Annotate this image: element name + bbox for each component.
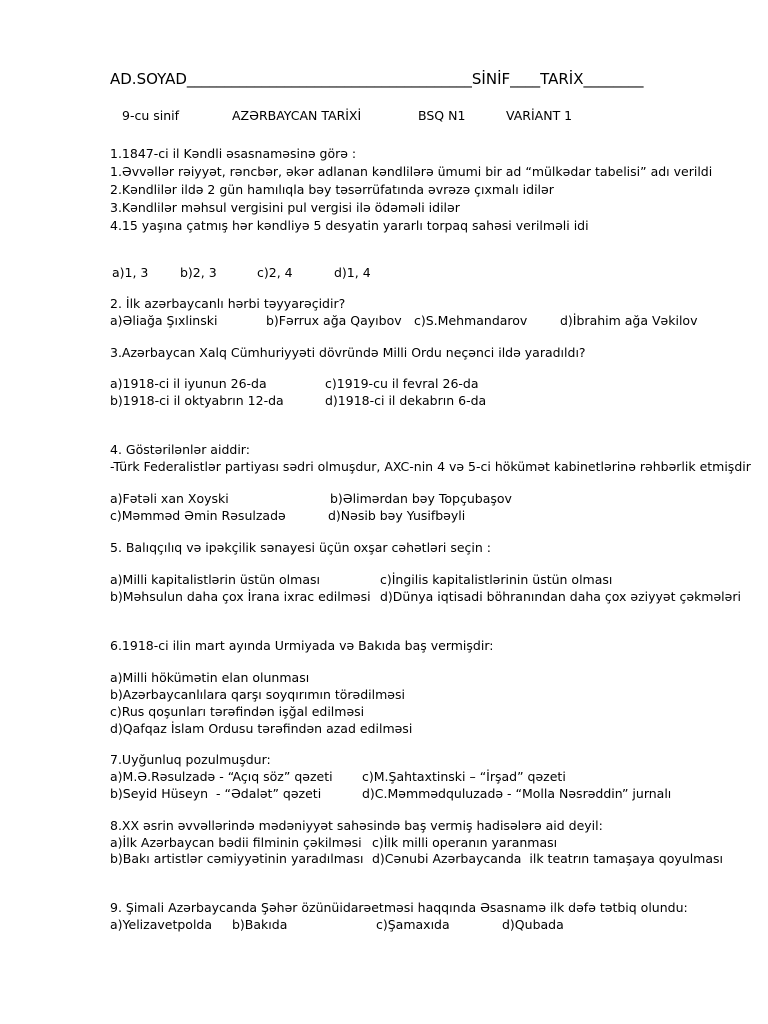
question-4-prompt: 4. Göstərilənlər aiddir: <box>110 442 250 457</box>
question-1-option-a: a)1, 3 <box>112 265 149 280</box>
question-8-prompt: 8.XX əsrin əvvəllərində mədəniyyət sahəsində baş vermiş hadisələrə aid deyil: <box>110 818 603 833</box>
question-5-prompt: 5. Balıqçılıq və ipəkçilik sənayesi üçün oxşar cəhətləri seçin : <box>110 540 491 555</box>
question-1-option-b: b)2, 3 <box>180 265 217 280</box>
question-4-option-c: c)Məmməd Əmin Rəsulzadə <box>110 508 286 523</box>
name-date-line: AD.SOYAD______________________________________SİNİF____TARİX________ <box>110 70 644 88</box>
question-1-statement: 3.Kəndlilər məhsul vergisini pul vergisi ilə ödəməli idilər <box>110 200 460 215</box>
question-1-statement: 2.Kəndlilər ildə 2 gün hamılıqla bəy təsərrüfatında əvrəzə çıxmalı idilər <box>110 182 554 197</box>
question-9-option-a: a)Yelizavetpolda <box>110 917 213 932</box>
subject-title: AZƏRBAYCAN TARİXİ <box>232 108 362 123</box>
question-4-option-b: b)Əlimərdan bəy Topçubaşov <box>330 491 512 506</box>
question-1-statement: 1.Əvvəllər rəiyyət, rəncbər, əkər adlanan kəndlilərə ümumi bir ad “mülkədar tabelisi” adı verildi <box>110 164 713 179</box>
question-7-option-a: a)M.Ə.Rəsulzadə - “Açıq söz” qəzeti <box>110 769 333 784</box>
question-9-option-d: d)Qubada <box>502 917 564 932</box>
question-6-prompt: 6.1918-ci ilin mart ayında Urmiyada və Bakıda baş vermişdir: <box>110 638 494 653</box>
question-6-option-d: d)Qafqaz İslam Ordusu tərəfindən azad edilməsi <box>110 721 413 736</box>
question-5-option-d: d)Dünya iqtisadi böhranından daha çox əziyyət çəkmələri <box>380 589 741 604</box>
question-4-option-a: a)Fətəli xan Xoyski <box>110 491 229 506</box>
question-2-option-d: d)İbrahim ağa Vəkilov <box>560 313 698 328</box>
question-7-prompt: 7.Uyğunluq pozulmuşdur: <box>110 752 271 767</box>
variant-label: VARİANT 1 <box>506 108 573 123</box>
question-8-option-c: c)İlk milli operanın yaranması <box>372 835 558 850</box>
question-1-option-d: d)1, 4 <box>334 265 371 280</box>
question-5-option-a: a)Milli kapitalistlərin üstün olması <box>110 572 320 587</box>
question-8-option-a: a)İlk Azərbaycan bədii filminin çəkilməsi <box>110 835 362 850</box>
grade-label: 9-cu sinif <box>122 108 180 123</box>
question-3-option-c: c)1919-cu il fevral 26-da <box>325 376 479 391</box>
question-2-prompt: 2. İlk azərbaycanlı hərbi təyyarəçidir? <box>110 296 346 311</box>
question-3-prompt: 3.Azərbaycan Xalq Cümhuriyyəti dövründə Milli Ordu neçənci ildə yaradıldı? <box>110 345 586 360</box>
question-3-option-a: a)1918-ci il iyunun 26-da <box>110 376 267 391</box>
question-2-option-c: c)S.Mehmandarov <box>414 313 528 328</box>
question-8-option-d: d)Cənubi Azərbaycanda ilk teatrın tamaşaya qoyulması <box>372 851 724 866</box>
question-9-option-b: b)Bakıda <box>232 917 288 932</box>
question-7-option-d: d)C.Məmmədquluzadə - “Molla Nəsrəddin” jurnalı <box>362 786 672 801</box>
question-5-option-c: c)İngilis kapitalistlərinin üstün olması <box>380 572 613 587</box>
question-6-option-c: c)Rus qoşunları tərəfindən işğal edilməsi <box>110 704 365 719</box>
question-4-option-d: d)Nəsib bəy Yusifbəyli <box>328 508 466 523</box>
question-7-option-b: b)Seyid Hüseyn - “Ədalət” qəzeti <box>110 786 322 801</box>
question-9-option-c: c)Şamaxıda <box>376 917 450 932</box>
question-8-option-b: b)Bakı artistlər cəmiyyətinin yaradılması <box>110 851 364 866</box>
question-6-option-a: a)Milli hökümətin elan olunması <box>110 670 310 685</box>
question-1-prompt: 1.1847-ci il Kəndli əsasnaməsinə görə : <box>110 146 357 161</box>
question-2-option-b: b)Fərrux ağa Qayıbov <box>266 313 402 328</box>
question-6-option-b: b)Azərbaycanlılara qarşı soyqırımın törədilməsi <box>110 687 405 702</box>
question-5-option-b: b)Məhsulun daha çox İrana ixrac edilməsi <box>110 589 371 604</box>
question-9-prompt: 9. Şimali Azərbaycanda Şəhər özünüidarəetməsi haqqında Əsasnamə ilk dəfə tətbiq olundu: <box>110 900 688 915</box>
question-4-detail: -Türk Federalistlər partiyası sədri olmuşdur, AXC-nin 4 və 5-ci hökümət kabinetlərinə rəhbərlik etmişdir <box>110 459 751 474</box>
question-3-option-b: b)1918-ci il oktyabrın 12-da <box>110 393 284 408</box>
test-code: BSQ N1 <box>418 108 466 123</box>
question-1-option-c: c)2, 4 <box>257 265 293 280</box>
question-2-option-a: a)Əliağa Şıxlinski <box>110 313 218 328</box>
question-3-option-d: d)1918-ci il dekabrın 6-da <box>325 393 487 408</box>
question-7-option-c: c)M.Şahtaxtinski – “İrşad” qəzeti <box>362 769 566 784</box>
question-1-statement: 4.15 yaşına çatmış hər kəndliyə 5 desyatin yararlı torpaq sahəsi verilməli idi <box>110 218 589 233</box>
